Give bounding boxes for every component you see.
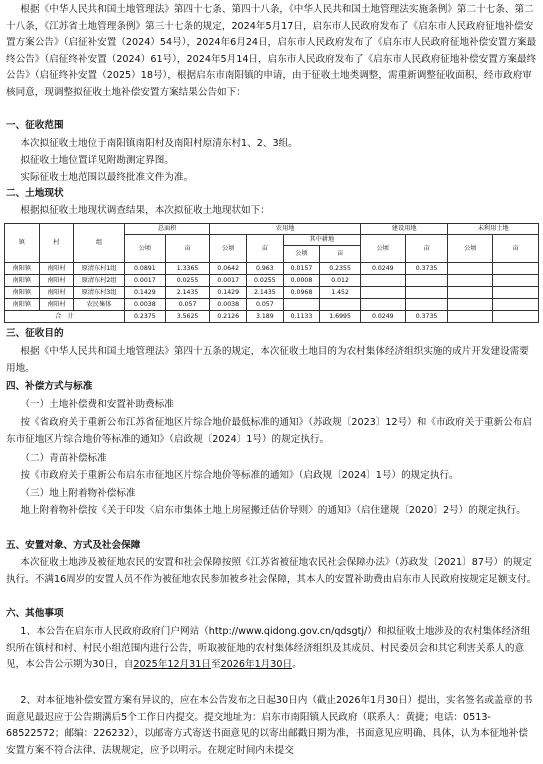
table-cell: 2.1435 — [247, 287, 284, 299]
section-1-text-3: 实际征收土地范围以最终批准文件为准。 — [20, 172, 194, 183]
table-cell: 3.5625 — [165, 311, 210, 323]
table-cell: 0.2375 — [125, 311, 166, 323]
total-label: 合 计 — [5, 311, 125, 323]
table-cell: 0.3735 — [405, 311, 448, 323]
table-cell: 2.1435 — [165, 287, 210, 299]
table-cell: 0.0891 — [125, 263, 166, 275]
table-cell — [493, 263, 539, 275]
land-status-table — [4, 223, 539, 323]
table-cell — [493, 299, 539, 311]
unit-ha: 公顷 — [360, 235, 405, 263]
table-cell: 南阳村 — [39, 287, 74, 299]
header-unused-land: 未利用土地 — [448, 224, 539, 235]
section-4-sub-3: （三）地上附着物补偿标准 — [20, 488, 136, 499]
section-4-title: 四、补偿方式与标准 — [6, 381, 93, 392]
table-cell — [448, 263, 493, 275]
table-cell: 农民集体 — [74, 299, 125, 311]
table-cell: 0.0255 — [247, 275, 284, 287]
table-cell: 南阳村 — [39, 263, 74, 275]
section-4-sub-2: （二）青苗补偿标准 — [20, 453, 107, 464]
publicity-start-date: 2025年12月31日 — [133, 659, 211, 671]
header-construction-land: 建设用地 — [360, 224, 447, 235]
section-5-text-1: 本次征收土地涉及被征地农民的安置和社会保障按照《江苏省被征地农民社会保障办法》（苏政发〔2021〕87号）的规定执行。不满16周岁的安置人员不作为被征地农民参加被乡社会保障，其本人的安置补助费由启东市人民政府按规定足额支付。 — [6, 557, 537, 585]
section-2-title: 二、土地现状 — [6, 188, 64, 199]
item-1-text: 1、本公告在启东市人民政府政府门户网站（http://www.qidong.gov.cn/qdsgtj/）和拟征收土地涉及的农村集体经济组织所在镇村和村、村民小组范围内进行公告，听取被征地的农村集体经济组织及其成员、村民委员会和其它利害关系人的意见，本公告公示期为30日，自 — [6, 626, 531, 671]
unit-mu: 亩 — [405, 235, 448, 263]
table-cell: 0.963 — [247, 263, 284, 275]
section-3-text-1: 根据《中华人民共和国土地管理法》第四十五条的规定，本次征收土地目的为农村集体经济组织实施的成片开发建设需要用地。 — [6, 346, 529, 374]
unit-ha: 公顷 — [283, 246, 320, 263]
table-cell: 0.012 — [320, 275, 361, 287]
table-cell: 南阳镇 — [5, 299, 40, 311]
section-1-title: 一、征收范围 — [6, 120, 64, 131]
table-cell: 0.3735 — [405, 263, 448, 275]
table-cell: 0.057 — [247, 299, 284, 311]
table-cell: 原清东村1组 — [74, 263, 125, 275]
table-cell — [405, 287, 448, 299]
item-1-to: 至 — [210, 659, 221, 671]
item-1-end: 。 — [292, 659, 302, 671]
table-row — [5, 287, 539, 299]
section-6-item-2: 2、对本征地补偿安置方案有异议的，应在本公告发布之日起30日内（截止2026年1月30日）提出，实名签名或盖章的书面意见最迟应于公告期满后5个工作日内提交。提交地址为：启东市南阳镇人民政府（联系人：黄捷；电话：0513-68522572；邮编：226232），以邮寄方式寄送书面意见的以寄出邮戳日期为准，书面意见应明确、具体，认为本征地补偿安置方案不符合法律、法规规定，应予以明示。在规定时间内未提交 — [6, 695, 533, 756]
table-cell: 0.0017 — [210, 275, 247, 287]
section-4-sub-1: （一）土地补偿费和安置补助费标准 — [20, 399, 174, 410]
table-cell: 1.6995 — [320, 311, 361, 323]
table-cell: 0.1429 — [210, 287, 247, 299]
section-6-title: 六、其他事项 — [6, 608, 64, 619]
header-arable-land: 其中耕地 — [283, 235, 360, 246]
table-cell: 原清东村2组 — [74, 275, 125, 287]
table-cell — [448, 311, 493, 323]
section-1-text-1: 本次拟征收土地位于南阳镇南阳村及南阳村原清东村1、2、3组。 — [20, 138, 298, 149]
table-cell: 南阳镇 — [5, 263, 40, 275]
unit-mu: 亩 — [165, 235, 210, 263]
table-cell: 0.0249 — [360, 311, 405, 323]
table-cell: 原清东村3组 — [74, 287, 125, 299]
table-cell — [448, 299, 493, 311]
table-cell — [283, 299, 320, 311]
table-cell: 南阳村 — [39, 275, 74, 287]
table-cell: 0.0038 — [125, 299, 166, 311]
table-cell: 0.0038 — [210, 299, 247, 311]
table-cell: 0.0008 — [283, 275, 320, 287]
table-cell: 0.2355 — [320, 263, 361, 275]
table-total-row — [5, 311, 539, 323]
table-cell: 0.0157 — [283, 263, 320, 275]
unit-ha: 公顷 — [210, 235, 247, 263]
unit-mu: 亩 — [320, 246, 361, 263]
table-cell: 0.0968 — [283, 287, 320, 299]
publicity-end-date: 2026年1月30日 — [220, 659, 293, 671]
table-cell — [493, 287, 539, 299]
table-cell — [360, 287, 405, 299]
section-2-text-1: 根据拟征收土地现状调查结果，本次拟征收土地现状如下： — [20, 205, 270, 216]
header-group: 组 — [74, 224, 125, 263]
table-cell: 0.0249 — [360, 263, 405, 275]
section-4-text-2: 按《市政府关于重新公布启东市征地区片综合地价等标准的通知》（启政规〔2024〕1号）的规定执行。 — [20, 470, 459, 481]
header-total-area: 总面积 — [125, 224, 210, 235]
unit-mu: 亩 — [493, 235, 539, 263]
unit-ha: 公顷 — [125, 235, 166, 263]
table-cell — [448, 275, 493, 287]
table-row — [5, 275, 539, 287]
table-cell — [493, 311, 539, 323]
section-6-item-1 — [6, 624, 537, 674]
table-cell: 3.189 — [247, 311, 284, 323]
table-row — [5, 299, 539, 311]
table-cell — [405, 299, 448, 311]
section-5-title: 五、安置对象、方式及社会保障 — [6, 540, 141, 551]
table-cell: 南阳镇 — [5, 287, 40, 299]
table-cell: 0.2126 — [210, 311, 247, 323]
table-cell — [493, 275, 539, 287]
table-cell: 1.452 — [320, 287, 361, 299]
table-cell — [405, 275, 448, 287]
table-cell: 0.1133 — [283, 311, 320, 323]
table-cell — [360, 299, 405, 311]
header-town: 镇 — [5, 224, 40, 263]
table-cell — [320, 299, 361, 311]
table-cell: 0.0642 — [210, 263, 247, 275]
table-cell: 南阳村 — [39, 299, 74, 311]
unit-ha: 公顷 — [448, 235, 493, 263]
table-cell: 1.3365 — [165, 263, 210, 275]
table-cell: 南阳镇 — [5, 275, 40, 287]
table-cell — [360, 275, 405, 287]
unit-mu: 亩 — [247, 235, 284, 263]
table-cell: 0.1429 — [125, 287, 166, 299]
table-row — [5, 263, 539, 275]
table-cell: 0.057 — [165, 299, 210, 311]
table-cell: 0.0017 — [125, 275, 166, 287]
table-cell: 0.0255 — [165, 275, 210, 287]
section-4-text-3: 地上附着物补偿按《关于印发〈启东市集体土地上房屋搬迁估价导则〉的通知》（启住建规〔2020〕2号）的规定执行。 — [20, 505, 526, 516]
table-cell — [448, 287, 493, 299]
section-3-title: 三、征收目的 — [6, 328, 64, 339]
header-village: 村 — [39, 224, 74, 263]
section-1-text-2: 拟征收土地位置详见附勘测定界图。 — [20, 155, 174, 166]
header-farmland: 农用地 — [210, 224, 361, 235]
section-4-text-1: 按《省政府关于重新公布江苏省征地区片综合地价最低标准的通知》（苏政规〔2023〕12号）和《市政府关于重新公布启东市征地区片综合地价等标准的通知》（启政规〔2024〕1号）的规定执行。 — [6, 417, 532, 445]
intro-paragraph: 根据《中华人民共和国土地管理法》第四十七条、第四十八条，《中华人民共和国土地管理法实施条例》第二十七条、第二十八条，《江苏省土地管理条例》第三十七条的规定，2024年5月17日，启东市人民政府发布了《启东市人民政府征地补偿安置方案公告》（启征补安置（2024）54号），2024年6月24日，启东市人民政府发布了《启东市人民政府征地补偿安置方案最终公告》（启征终补安置（2024）61号），2024年5月14日，启东市人民政府发布了《启东市人民政府征地补偿安置方案最终公告》（启征终补安置（2025）18号），根据启东市南阳镇的申请，由于征收土地类调整，需重新调整征收面积，经市政府审核同意，现调整拟征收土地补偿安置方案结果公告如下： — [6, 4, 537, 98]
